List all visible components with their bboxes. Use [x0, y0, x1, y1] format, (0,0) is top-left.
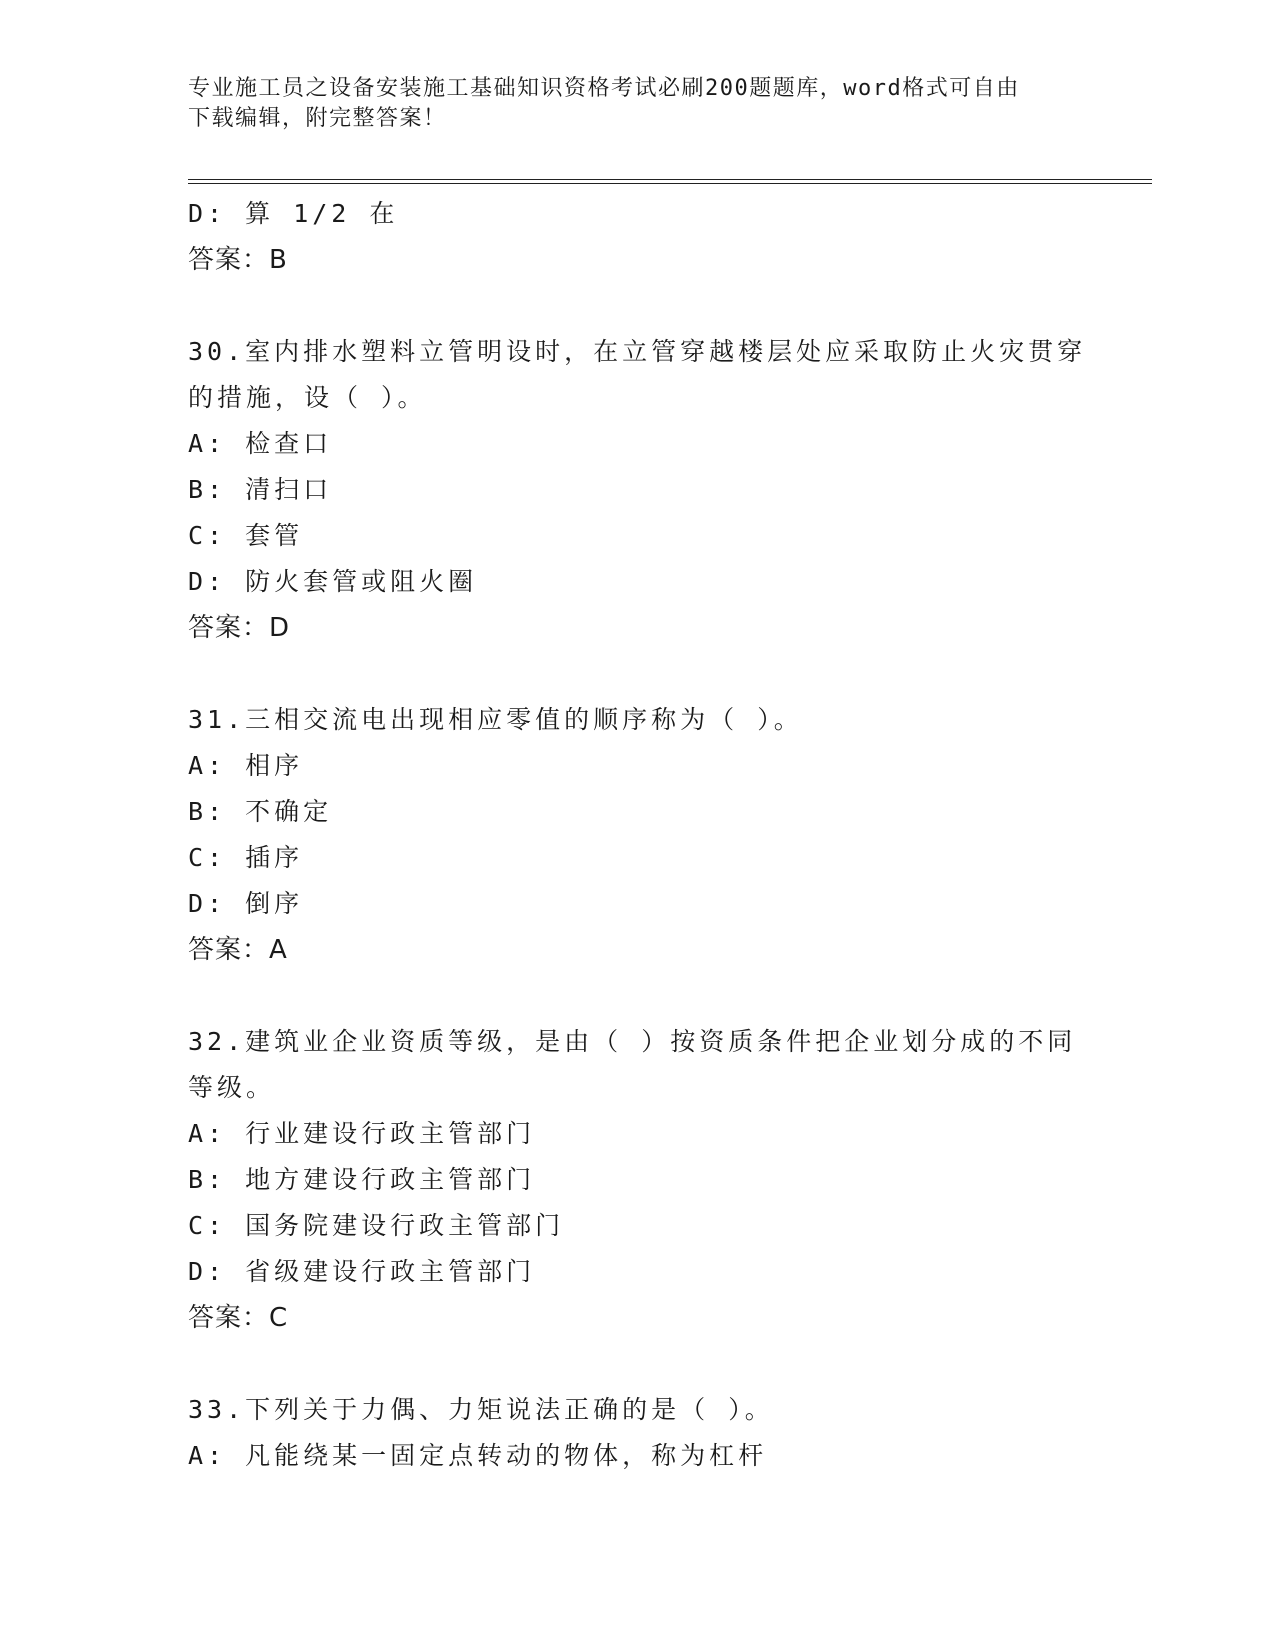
- spacer: [188, 283, 1088, 329]
- question-33: [188, 1387, 1088, 1479]
- question-stem: 30.室内排水塑料立管明设时，在立管穿越楼层处应采取防止火灾贯穿: [188, 337, 1087, 366]
- option-a: A: 检查口: [188, 429, 333, 458]
- spacer: [188, 651, 1088, 697]
- question-list: [188, 191, 1088, 1479]
- option-b: B: 地方建设行政主管部门: [188, 1165, 536, 1194]
- question-stem: 33.下列关于力偶、力矩说法正确的是（ ）。: [188, 1395, 774, 1424]
- option-d: D: 防火套管或阻火圈: [188, 567, 478, 596]
- question-30: [188, 329, 1088, 651]
- answer-line: 答案：A: [188, 935, 288, 965]
- question-stem-continued: 的措施，设（ ）。: [188, 383, 427, 412]
- header-divider-bottom: [188, 183, 1152, 184]
- option-c: C: 国务院建设行政主管部门: [188, 1211, 565, 1240]
- header-divider-top: [188, 179, 1152, 180]
- option-c: C: 插序: [188, 843, 304, 872]
- question-31: [188, 697, 1088, 973]
- answer-line: 答案：C: [188, 1303, 289, 1333]
- spacer: [188, 1341, 1088, 1387]
- question-stem: 32.建筑业企业资质等级，是由（ ）按资质条件把企业划分成的不同: [188, 1027, 1077, 1056]
- option-d: D: 算 1/2 在: [188, 199, 399, 228]
- option-a: A: 行业建设行政主管部门: [188, 1119, 536, 1148]
- option-b: B: 清扫口: [188, 475, 333, 504]
- option-a: A: 凡能绕某一固定点转动的物体，称为杠杆: [188, 1441, 768, 1470]
- header-line-2: 下载编辑，附完整答案！: [188, 106, 447, 131]
- document-header: [188, 74, 1088, 134]
- answer-line: 答案：D: [188, 613, 291, 643]
- answer-line: 答案：B: [188, 245, 288, 275]
- option-c: C: 套管: [188, 521, 304, 550]
- question-stem-continued: 等级。: [188, 1073, 276, 1102]
- option-b: B: 不确定: [188, 797, 333, 826]
- option-d: D: 省级建设行政主管部门: [188, 1257, 536, 1286]
- spacer: [188, 973, 1088, 1019]
- question-stem: 31.三相交流电出现相应零值的顺序称为（ ）。: [188, 705, 803, 734]
- question-32: [188, 1019, 1088, 1341]
- option-d: D: 倒序: [188, 889, 304, 918]
- header-line-1: 专业施工员之设备安装施工基础知识资格考试必刷200题题库，word格式可自由: [188, 76, 1020, 101]
- option-a: A: 相序: [188, 751, 304, 780]
